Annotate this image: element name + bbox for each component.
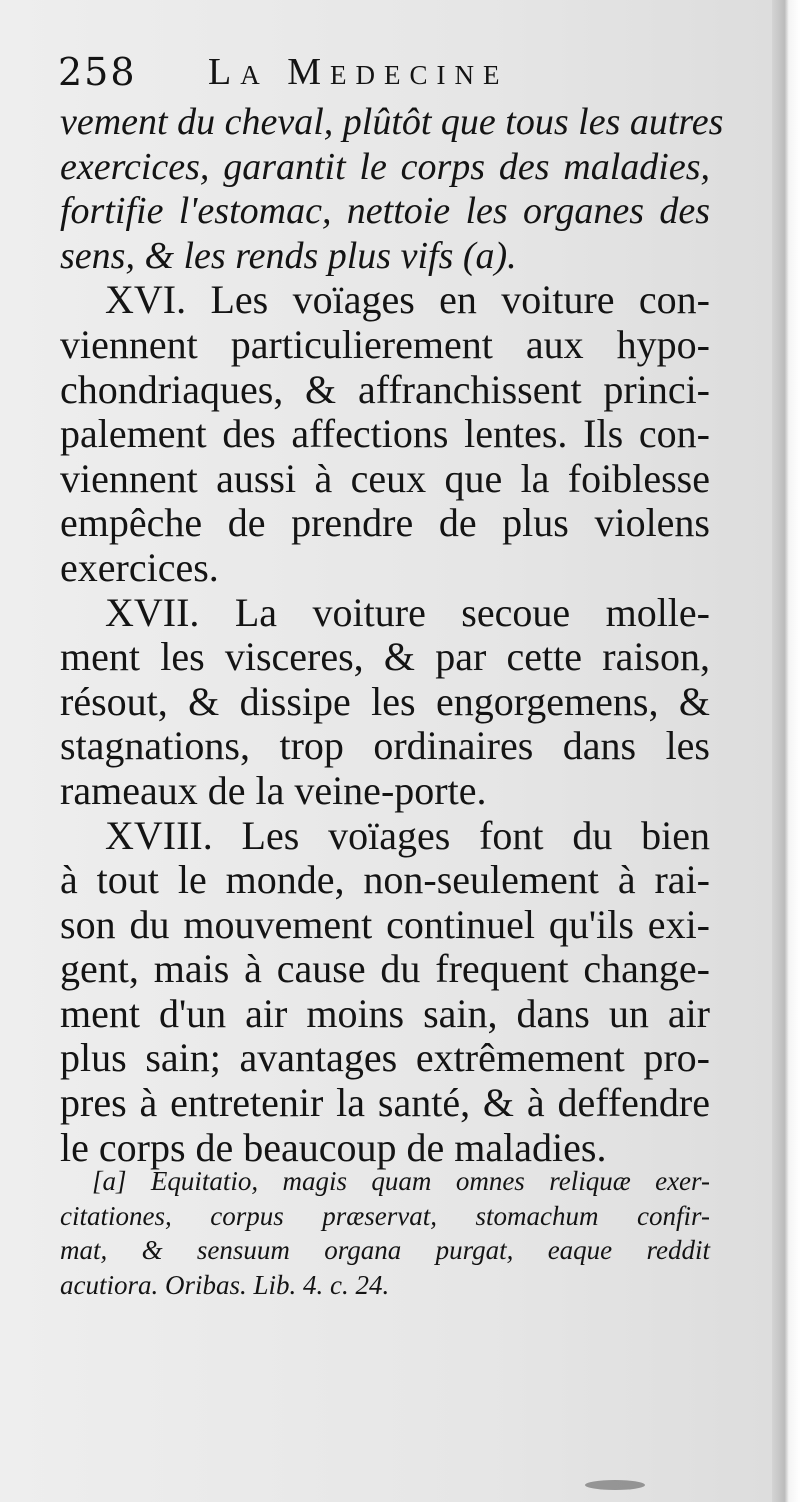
running-head xyxy=(58,50,758,100)
text-line: viennent particulierement aux hypo- xyxy=(60,321,710,367)
page-number: 258 xyxy=(58,50,137,94)
section-xvi-start: XVI. Les voïages en voiture con- xyxy=(105,277,710,323)
text-line: fortifie l'estomac, nettoie les organes des xyxy=(60,190,710,233)
text-line: plus sain; avantages extrêmement pro- xyxy=(60,1035,710,1081)
text-line: rameaux de la veine-porte. xyxy=(60,767,487,813)
footnote-line: acutiora. Oribas. Lib. 4. c. 24. xyxy=(60,1269,390,1300)
text-line: gent, mais à cause du frequent change- xyxy=(60,946,710,992)
text-line: ment d'un air moins sain, dans un air xyxy=(60,990,710,1036)
footnote-line: mat, & sensuum organa purgat, eaque reddit xyxy=(60,1235,710,1265)
text-line: palement des affections lentes. Ils con- xyxy=(60,411,710,457)
text-line: son du mouvement continuel qu'ils exi- xyxy=(60,901,710,947)
text-line: exercices, garantit le corps des maladies, xyxy=(60,145,710,188)
text-line: viennent aussi à ceux que la foiblesse xyxy=(60,455,710,501)
text-line: pres à entretenir la santé, & à deffendre xyxy=(60,1080,710,1126)
section-xvii-start: XVII. La voiture secoue molle- xyxy=(105,589,710,635)
running-title: La Medecine xyxy=(208,51,509,93)
text-line: à tout le monde, non-seulement à rai- xyxy=(60,857,710,903)
text-line: résout, & dissipe les engorgemens, & xyxy=(60,678,710,724)
text-line: stagnations, trop ordinaires dans les xyxy=(60,723,710,769)
footnote xyxy=(60,1164,710,1302)
main-text xyxy=(60,100,724,1170)
ink-smudge xyxy=(585,1480,645,1490)
text-line: le corps de beaucoup de maladies. xyxy=(60,1124,607,1170)
text-line: ment les visceres, & par cette raison, xyxy=(60,634,710,680)
text-line: exercices. xyxy=(60,544,219,590)
text-line: empêche de prendre de plus violens xyxy=(60,500,710,546)
footnote-line: citationes, corpus præservat, stomachum confir- xyxy=(60,1200,710,1231)
page-edge xyxy=(772,0,800,1502)
text-line: vement du cheval, plûtôt que tous les autres xyxy=(60,101,724,143)
text-line: chondriaques, & affranchissent princi- xyxy=(60,366,710,412)
footnote-line: [a] Equitatio, magis quam omnes reliquæ exer- xyxy=(92,1166,710,1196)
section-xviii-start: XVIII. Les voïages font du bien xyxy=(105,812,710,858)
text-line: sens, & les rends plus vifs (a). xyxy=(60,234,517,277)
